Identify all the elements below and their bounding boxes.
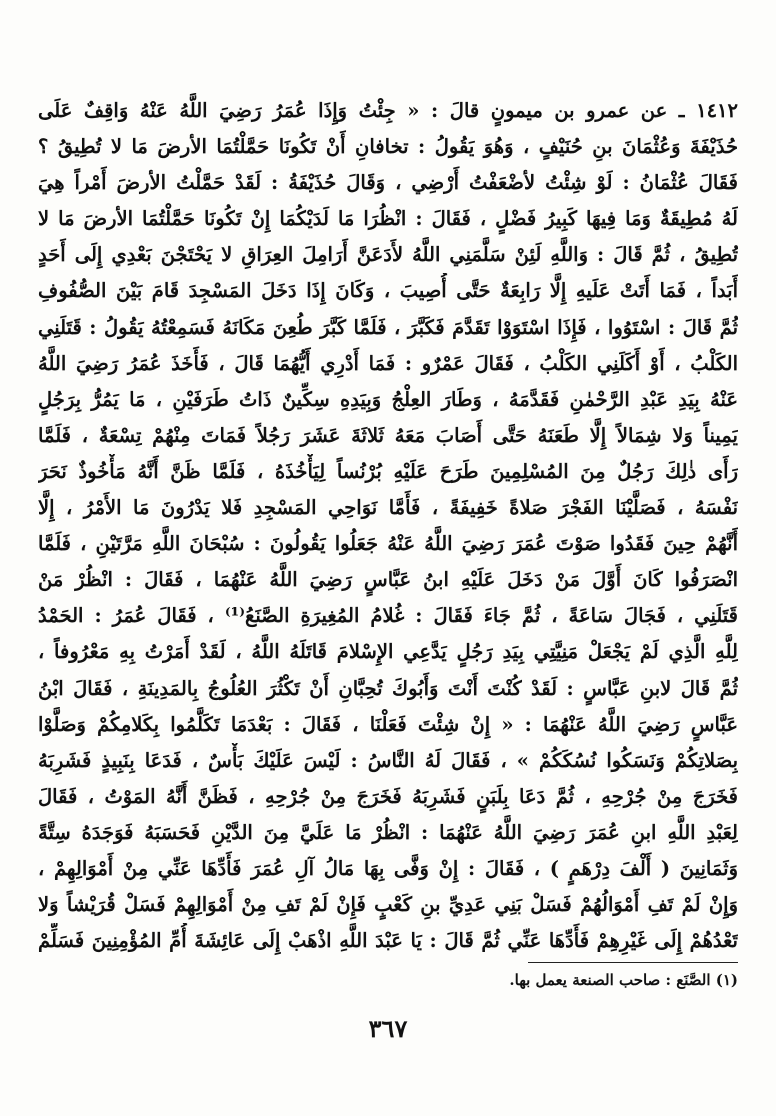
- text-line-14: انْصَرَفُوا كَانَ أَوَّلَ مَنْ دَخَلَ عَلَيْهِ ابنُ عَبَّاسٍ رَضِيَ اللَّهُ عَنْهُمَا ، فَقَالَ : انْظُرْ مَنْ: [38, 568, 738, 592]
- text-line-23: وَإِنْ لَمْ تَفِ أَمْوَالُهُمْ فَسَلْ بَنِي عَدِيِّ بنِ كَعْبٍ فَإِنْ لَمْ تَفِ مِنْ أَمْوَالِهِمْ فَسَلْ قُرَيْشاً وَلا: [38, 893, 738, 917]
- text-line-24: تَعْدُهُمْ إِلَى غَيْرِهِمْ فَأَدِّهَا عَنِّي ثُمَّ قَالَ : يَا عَبْدَ اللَّهِ اذْهَبْ إِلَى عَائِشَةَ أُمِّ المُؤْمِنِينَ فَسَلِّمْ: [38, 929, 738, 953]
- hadith-text: [38, 93, 738, 959]
- text-line-18: عَبَّاسٍ رَضِيَ اللَّهُ عَنْهُمَا : « إِنْ شِئْتَ فَعَلْنَا ، فَقَالَ : بَعْدَمَا تَكَلَّمُوا بِكَلامِكُمْ وَصَلَّوْا: [38, 712, 738, 736]
- text-line-3: فَقَالَ عُثْمَانُ : لَوْ شِئْتُ لأضْعَفْتُ أَرْضِي ، وَقَالَ حُذَيْفَةُ : لَقَدْ حَمَّلْتُ الأرضَ أَمْراً هِيَ: [38, 171, 738, 195]
- text-line-11: رَأَى ذٰلِكَ رَجُلٌ مِنَ المُسْلِمِينَ طَرَحَ عَلَيْهِ بُرْنُساً لِيَأْخُذَهُ ، فَلَمَّا ظَنَّ أَنَّهُ مَأْخُوذٌ نَحَرَ: [38, 459, 738, 483]
- text-line-8: الكَلْبُ ، أَوْ أَكَلَنِي الكَلْبُ ، فَقَالَ عَمْرٌو : فَمَا أَدْرِي أَيُّهُمَا قَالَ ، فَأَخَذَ عُمَرُ رَضِيَ اللَّهُ: [38, 351, 738, 375]
- text-line-16: لِلَّهِ الَّذِي لَمْ يَجْعَلْ مَنِيَّتِي بِيَدِ رَجُلٍ يَدَّعِي الإِسْلامَ قَاتَلَهُ اللَّهُ ، لَقَدْ أَمَرْتُ بِهِ مَعْرُوفاً ،: [38, 640, 738, 664]
- text-line-21: لِعَبْدِ اللَّهِ ابنِ عُمَرَ رَضِيَ اللَّهُ عَنْهُمَا : انْظُرْ مَا عَلَيَّ مِنَ الدَّيْنِ فَحَسَبَهُ فَوَجَدَهُ سِتَّةً: [38, 820, 738, 844]
- text-line-15: قَتَلَنِي ، فَجَالَ سَاعَةً ، ثُمَّ جَاءَ فَقَالَ : غُلامُ المُغِيرَةِ الصَّنَعُ⁽¹⁾ ، فَقَالَ عُمَرُ : الحَمْدُ: [38, 604, 738, 628]
- text-line-20: فَخَرَجَ مِنْ جُرْحِهِ ، ثُمَّ دَعَا بِلَبَنٍ فَشَرِبَهُ فَخَرَجَ مِنْ جُرْحِهِ ، فَظَنَّ أَنَّهُ المَوْتُ ، فَقَالَ: [38, 784, 738, 808]
- text-line-2: حُذَيْفَةَ وَعُثْمَانَ بنِ حُنَيْفٍ ، وَهُوَ يَقُولُ : تخافانِ أَنْ تَكُونَا حَمَّلْتُمَا الأرضَ مَا لا تُطِيقُ ؟: [38, 135, 738, 159]
- text-line-5: تُطِيقُ ، ثُمَّ قَالَ : وَاللَّهِ لَئِنْ سَلَّمَنِي اللَّهُ لأَدَعَنَّ أَرَامِلَ العِرَاقِ لا يَحْتَجْنَ بَعْدِي إِلَى أَحَدٍ: [38, 243, 738, 267]
- page-number: ٣٦٧: [368, 1014, 408, 1043]
- text-line-6: أَبَداً ، فَمَا أَتَتْ عَلَيهِ إِلَّا رَابِعَةٌ حَتَّى أُصِيبَ ، وَكَانَ إِذَا دَخَلَ المَسْجِدَ قَامَ بَيْنَ الصُّفُوفِ: [38, 279, 738, 303]
- footnote: (١) الصَّنَع : صاحب الصنعة يعمل بها.: [509, 971, 738, 989]
- text-line-17: ثُمَّ قَالَ لابنِ عَبَّاسٍ : لَقَدْ كُنْتَ أَنْتَ وَأَبُوكَ تُحِبَّانِ أَنْ تَكْثُرَ العُلُوجُ بِالمَدِينَةِ ، فَقَالَ ابْنُ: [38, 676, 738, 700]
- text-line-13: أَنَّهُمْ حِينَ فَقَدُوا صَوْتَ عُمَرَ رَضِيَ اللَّهُ عَنْهُ جَعَلُوا يَقُولُونَ : سُبْحَانَ اللَّهِ مَرَّتَيْنِ ، فَلَمَّا: [38, 532, 738, 556]
- text-line-4: لَهُ مُطِيقَةٌ وَمَا فِيهَا كَبِيرُ فَضْلٍ ، فَقَالَ : انْظُرَا مَا لَدَيْكُمَا إِنْ تَكُونَا حَمَّلْتُمَا الأرضَ مَا لا: [38, 207, 738, 231]
- text-line-10: يَمِيناً وَلا شِمَالاً إِلَّا طَعَنَهُ حَتَّى أَصَابَ مَعَهُ ثَلاثَةَ عَشَرَ رَجُلاً فَمَاتَ مِنْهُمْ تِسْعَةٌ ، فَلَمَّا: [38, 423, 738, 447]
- text-line-22: وَثَمَانِينَ ( أَلْفَ دِرْهَمٍ ) ، فَقَالَ : إِنْ وَفَّى بِهَا مَالُ آلِ عُمَرَ فَأَدِّهَا عَنِّي مِنْ أَمْوَالِهِمْ ،: [38, 856, 738, 880]
- text-line-12: نَفْسَهُ ، فَصَلَّيْنَا الفَجْرَ صَلاةً خَفِيفَةً ، فَأَمَّا نَوَاحِي المَسْجِدِ فَلا يَدْرُونَ مَا الأَمْرُ ، إِلَّا: [38, 496, 738, 520]
- text-line-9: عَنْهُ بِيَدِ عَبْدِ الرَّحْمٰنِ فَقَدَّمَهُ ، وَطَارَ العِلْجُ وَبِيَدِهِ سِكِّينٌ ذَاتُ طَرَفَيْنِ ، مَا يَمُرُّ بِرَجُلٍ: [38, 387, 738, 411]
- text-line-19: بِصَلاتِكُمْ وَنَسَكُوا نُسُكَكُمْ » ، فَقَالَ لَهُ النَّاسُ : لَيْسَ عَلَيْكَ بَأْسٌ ، فَدَعَا بِنَبِيذٍ فَشَرِبَهُ: [38, 748, 738, 772]
- text-line-1: ١٤١٢ ـ عن عمرو بن ميمونٍ قالَ : « جِئْتُ وَإِذَا عُمَرُ رَضِيَ اللَّهُ عَنْهُ وَاقِفٌ عَلَى: [38, 99, 738, 122]
- text-line-7: ثُمَّ قَالَ : اسْتَوُوا ، فَإِذَا اسْتَوَوْا تَقَدَّمَ فَكَبَّرَ ، فَلَمَّا كَبَّرَ طُعِنَ مَكَانَهُ فَسَمِعْتُهُ يَقُولُ : قَتَلَنِي: [38, 315, 738, 339]
- footnote-divider: [528, 962, 738, 963]
